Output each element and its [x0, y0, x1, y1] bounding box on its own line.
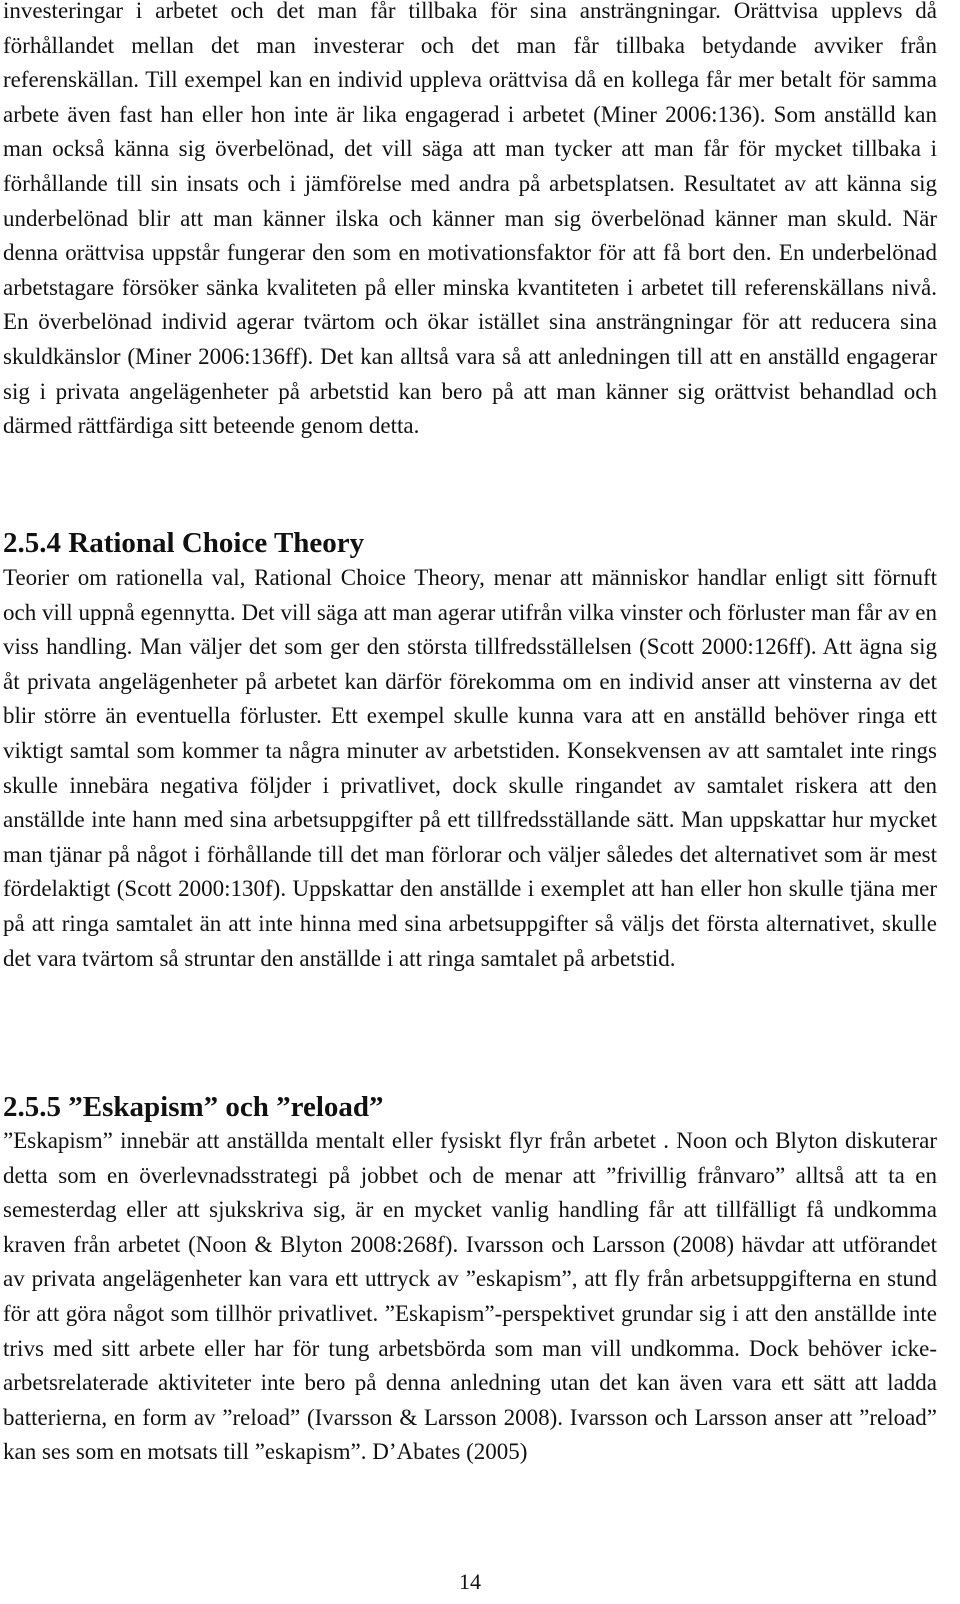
section-heading-eskapism: 2.5.5 ”Eskapism” och ”reload”	[3, 1091, 384, 1123]
body-paragraph-equity-theory: investeringar i arbetet och det man får tillbaka för sina ansträngningar. Orättvisa upplevs då förhållandet mellan det man investerar och det man får tillbaka betydande avviker från referenskällan. Till exempel kan en individ uppleva orättvisa då en kollega får mer betalt för samma arbete även fast han eller hon inte är lika engagerad i arbetet (Miner 2006:136). Som anställd kan man också känna sig överbelönad, det vill säga att man tycker att man får för mycket tillbaka i förhållande till sin insats och i jämförelse med andra på arbetsplatsen. Resultatet av att känna sig underbelönad blir att man känner ilska och känner man sig överbelönad känner man skuld. När denna orättvisa uppstår fungerar den som en motivationsfaktor för att få bort den. En underbelönad arbetstagare försöker sänka kvaliteten på eller minska kvantiteten i arbetet till referenskällans nivå. En överbelönad individ agerar tvärtom och ökar istället sina ansträngningar för att reducera sina skuldkänslor (Miner 2006:136ff). Det kan alltså vara så att anledningen till att en anställd engagerar sig i privata angelägenheter på arbetstid kan bero på att man känner sig orättvist behandlad och därmed rättfärdiga sitt beteende genom detta.	[3, 0, 937, 439]
section-heading-rational-choice: 2.5.4 Rational Choice Theory	[3, 527, 365, 559]
body-paragraph-eskapism: ”Eskapism” innebär att anställda mentalt eller fysiskt flyr från arbetet . Noon och Blyton diskuterar detta som en överlevnadsstrategi på jobbet och de menar att ”frivillig frånvaro” alltså att ta en semesterdag eller att sjukskriva sig, är en mycket vanlig handling får att tillfälligt få undkomma kraven från arbetet (Noon & Blyton 2008:268f). Ivarsson och Larsson (2008) hävdar att utförandet av privata angelägenheter kan vara ett uttryck av ”eskapism”, att fly från arbetsuppgifterna en stund för att göra något som tillhör privatlivet. ”Eskapism”-perspektivet grundar sig i att den anställde inte trivs med sitt arbete eller har för tung arbetsbörda som man vill undkomma. Dock behöver icke-arbetsrelaterade aktiviteter inte bero på denna anledning utan det kan även vara ett sätt att ladda batterierna, en form av ”reload” (Ivarsson & Larsson 2008). Ivarsson och Larsson anser att ”reload” kan ses som en motsats till ”eskapism”. D’Abates (2005)	[3, 1128, 937, 1465]
body-paragraph-rational-choice: Teorier om rationella val, Rational Choice Theory, menar att människor handlar enligt sitt förnuft och vill uppnå egennytta. Det vill säga att man agerar utifrån vilka vinster och förluster man får av en viss handling. Man väljer det som ger den största tillfredsställelsen (Scott 2000:126ff). Att ägna sig åt privata angelägenheter på arbetet kan därför förekomma om en individ anser att vinsterna av det blir större än eventuella förluster. Ett exempel skulle kunna vara att en anställd behöver ringa ett viktigt samtal som kommer ta några minuter av arbetstiden. Konsekvensen av att samtalet inte rings skulle innebära negativa följder i privatlivet, dock skulle ringandet av samtalet riskera att den anställde inte hann med sina arbetsuppgifter på ett tillfredsställande sätt. Man uppskattar hur mycket man tjänar på något i förhållande till det man förlorar och väljer således det alternativet som är mest fördelaktigt (Scott 2000:130f). Uppskattar den anställde i exemplet att han eller hon skulle tjäna mer på att ringa samtalet än att inte hinna med sina arbetsuppgifter så väljs det första alternativet, skulle det vara tvärtom så struntar den anställde i att ringa samtalet på arbetstid.	[3, 565, 937, 971]
page-number: 14	[459, 1569, 481, 1594]
